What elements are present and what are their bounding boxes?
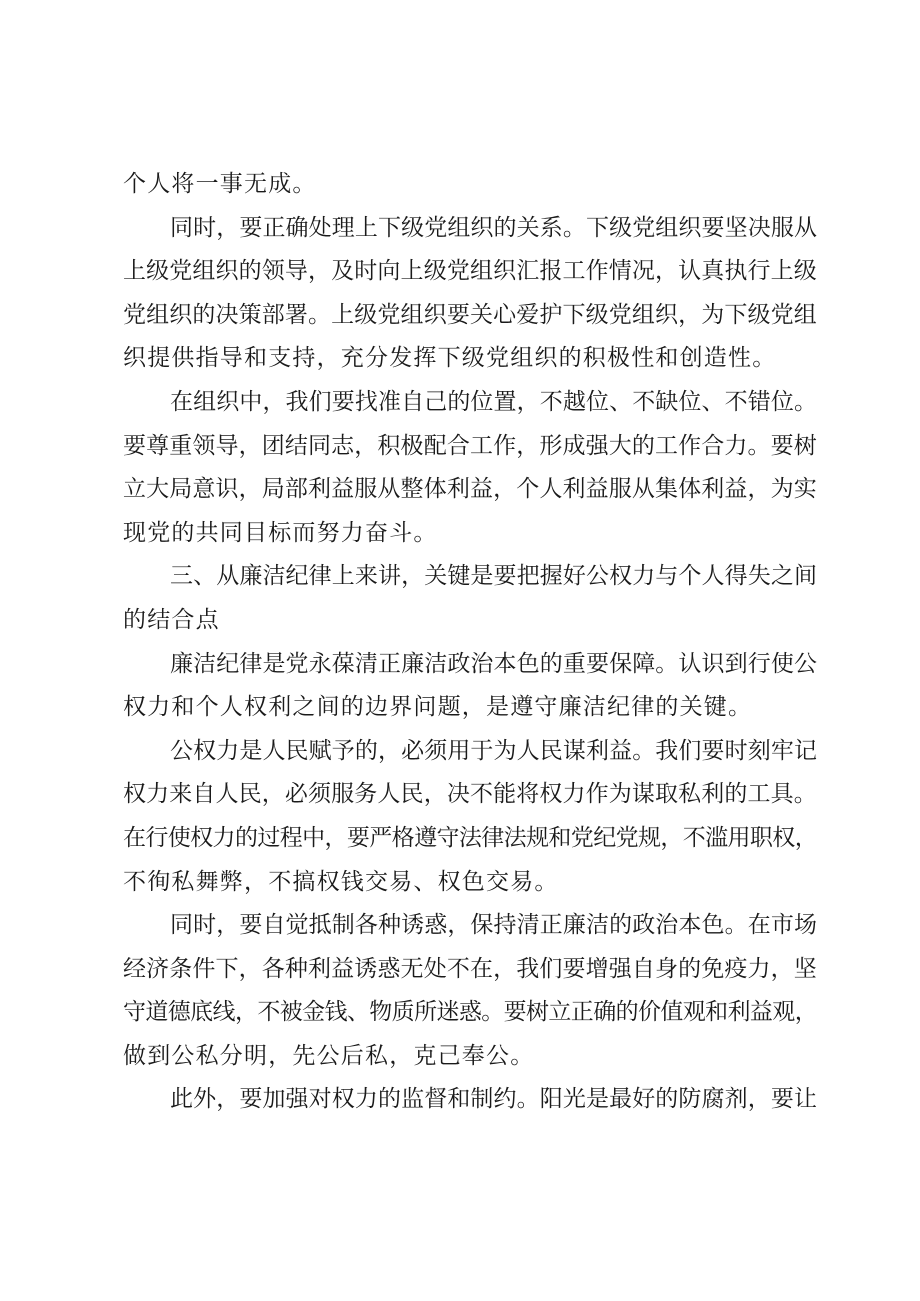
text-line: 权力来自人民，必须服务人民，决不能将权力作为谋取私利的工具。 [123,781,817,808]
text-line: 同时，要自觉抵制各种诱惑，保持清正廉洁的政治本色。在市场 [170,912,818,939]
text-line: 公权力是人民赋予的，必须用于为人民谋利益。我们要时刻牢记 [170,737,818,764]
text-line: 守道德底线，不被金钱、物质所迷惑。要树立正确的价值观和利益观， [123,999,818,1026]
text-line: 立大局意识，局部利益服从整体利益，个人利益服从集体利益，为实 [123,476,817,503]
text-line: 同时，要正确处理上下级党组织的关系。下级党组织要坚决服从 [170,214,818,241]
text-line: 个人将一事无成。 [123,171,317,197]
text-line: 做到公私分明，先公后私，克己奉公。 [123,1042,535,1069]
text-line: 此外，要加强对权力的监督和制约。阳光是最好的防腐剂，要让 [170,1086,818,1113]
text-line: 现党的共同目标而努力奋斗。 [123,519,438,546]
text-line: 三、从廉洁纪律上来讲，关键是要把握好公权力与个人得失之间 [170,563,818,590]
text-line: 上级党组织的领导，及时向上级党组织汇报工作情况，认真执行上级 [123,258,817,285]
text-line: 在行使权力的过程中，要严格遵守法律法规和党纪党规，不滥用职权， [123,824,818,851]
text-line: 不徇私舞弊，不搞权钱交易、权色交易。 [123,868,559,895]
document-body [123,163,817,1122]
text-line: 的结合点 [123,606,220,633]
text-line: 廉洁纪律是党永葆清正廉洁政治本色的重要保障。认识到行使公 [170,650,818,677]
text-line: 要尊重领导，团结同志，积极配合工作，形成强大的工作合力。要树 [123,432,817,459]
text-line: 权力和个人权利之间的边界问题，是遵守廉洁纪律的关键。 [123,694,753,721]
text-line: 党组织的决策部署。上级党组织要关心爱护下级党组织，为下级党组 [123,301,817,328]
text-line: 在组织中，我们要找准自己的位置，不越位、不缺位、不错位。 [170,388,818,415]
text-line: 经济条件下，各种利益诱惑无处不在，我们要增强自身的免疫力，坚 [123,955,817,982]
text-line: 织提供指导和支持，充分发挥下级党组织的积极性和创造性。 [123,345,777,372]
